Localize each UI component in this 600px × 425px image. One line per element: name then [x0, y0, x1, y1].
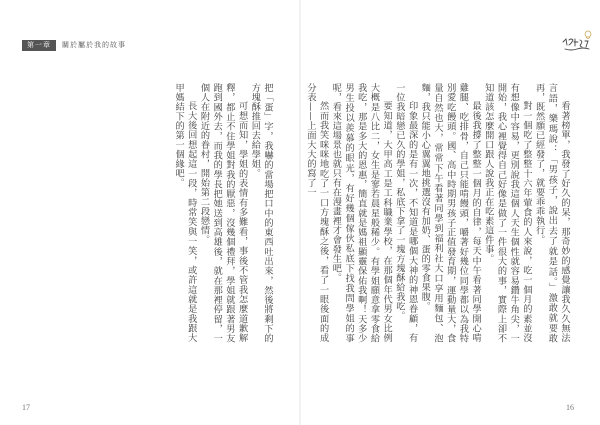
page-number-right: 16: [566, 403, 574, 412]
page-number-left: 17: [22, 403, 30, 412]
book-logo: [560, 28, 594, 54]
right-page-body: [304, 83, 570, 343]
paragraph: 可想而知，學姐的表情有多難看，事後不管我怎麼道歉解釋，都止不住學姐對我的厭惡，沒幾個禮拜，學姐就跟著男友跑到國外去，而我的學長把她送到高雄後，就在那裡停留，一個人在附近的眷村，開始第二段戀情。: [198, 83, 248, 343]
running-header: [22, 39, 126, 51]
paragraph: 然而我笑咪咪地吃了一口方塊酥之後，看了一眼後面的成分表——上面大大的寫了一: [304, 83, 329, 343]
paragraph: 印象最深的是有一次，不知道是哪個大神的神恩眷顧，有一位我暗戀已久的學姐，私底下拿了一塊方塊酥給我吃。: [393, 83, 418, 343]
left-page-body: [165, 83, 273, 343]
paragraph: 把「蛋」字，我嚇的當場把口中的東西吐出來，然後將剩下的方塊酥推回去給學姐。: [249, 83, 273, 343]
paragraph: 長大後回想起這一段，時常笑與一笑，或許這就是我跟大甲媽結下的第一個緣吧。: [173, 83, 197, 343]
paragraph: 對一個吃了整整十六年葷食的人來說，吃一個月的素並沒有想像中容易，更別說我這個人天生個性就容易鑽牛角尖，一開始，我心裡覺得自己好像是做了一件很大的事，實際上卻不知道該怎麼開口跟人說我正在吃素這件事。: [482, 83, 532, 343]
chapter-title: 關於屬於我的故事: [62, 41, 126, 49]
chapter-tag: 第一章: [22, 40, 56, 51]
paragraph: 最後我撐了整整一個月的自律，每天中午看著同學開心啃雞腿、吃排骨，自己只能啃饅頭，嚼著好幾位同學都以為我特別愛吃饅頭。國、高中時期男孩子正值發育期，運動量大，食量自然也大，常常下午看著同學到福利社大口享用麵包、泡麵，我只能小心翼翼地挑選沒有加奶、蛋的零食果腹。: [419, 83, 482, 343]
paragraph: 要知道，大甲高工是工科職業學校，在那個年代男女比例大概是八比二，女生是寥若晨星般稀少。有學姐願意拿零食給我吃，那是多大的恩惠，簡直就是媽祖顯靈保佑我啊！天多少男生投以羨慕的眼光，有好幾個傢伙私底下找我問學姐的事呢，看來這場景也就只有在漫畫裡才會發生吧。: [330, 83, 393, 343]
logo-icon: [560, 28, 594, 54]
right-page: [300, 0, 600, 425]
paragraph: 看著榜單，我發了好久的呆，那奇妙的感覺讓我久久無法言語，樂瑪說：「男孩子，說出去了就是話。」激敢就要敢再，既然願已經發了，就要乖乖執行。: [533, 83, 570, 343]
